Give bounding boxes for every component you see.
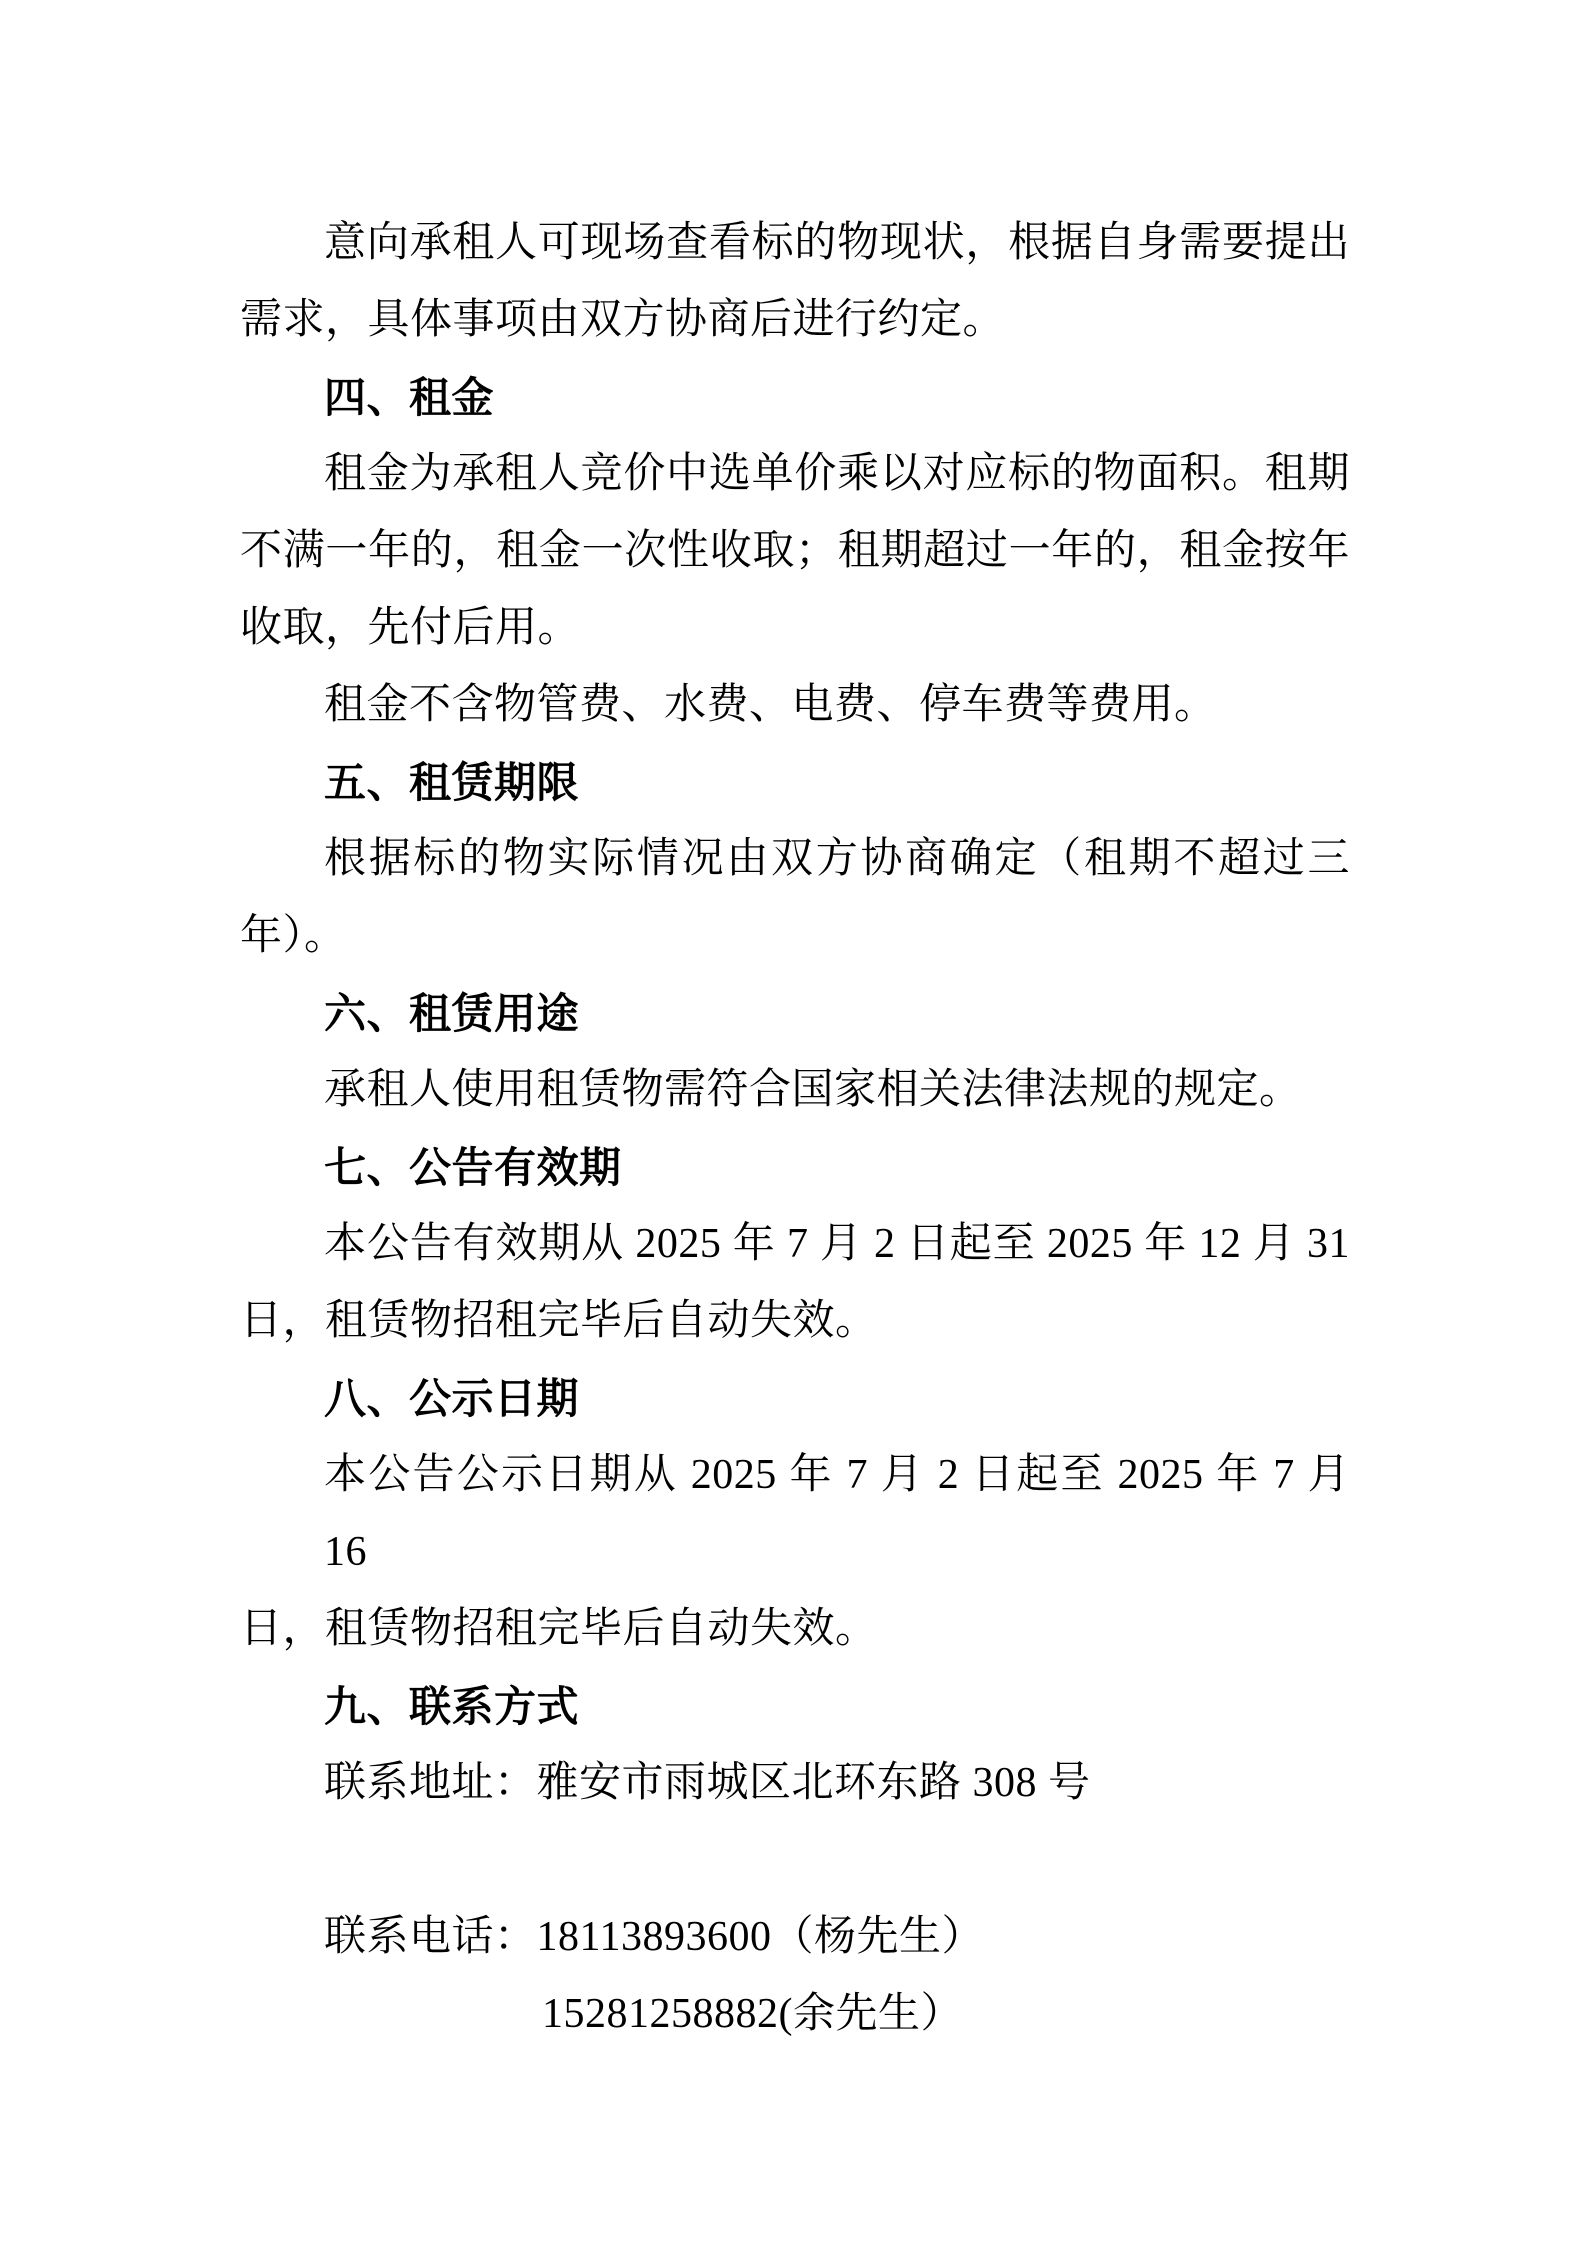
section-heading-validity: 七、公告有效期: [324, 1144, 622, 1191]
contact-phone-line-1: 联系电话：18113893600（杨先生）: [324, 1914, 984, 1960]
section-heading-contact: 九、联系方式: [324, 1683, 580, 1730]
rent-fees-line: 租金不含物管费、水费、电费、停车费等费用。: [324, 682, 1217, 728]
lease-term-line-2: 年）。: [240, 913, 347, 959]
intro-line-2: 需求，具体事项由双方协商后进行约定。: [240, 297, 1006, 343]
section-heading-lease-usage: 六、租赁用途: [324, 990, 580, 1037]
section-heading-publicity: 八、公示日期: [324, 1375, 580, 1422]
validity-line-2: 日，租赁物招租完毕后自动失效。: [240, 1298, 878, 1344]
publicity-line-2: 日，租赁物招租完毕后自动失效。: [240, 1606, 878, 1652]
section-heading-lease-term: 五、租赁期限: [324, 759, 580, 806]
publicity-line-1: 本公告公示日期从 2025 年 7 月 2 日起至 2025 年 7 月 16: [324, 1452, 1350, 1575]
lease-usage-line: 承租人使用租赁物需符合国家相关法律法规的规定。: [324, 1067, 1302, 1113]
document-body: [240, 205, 1350, 2053]
section-heading-rent: 四、租金: [324, 374, 495, 421]
rent-body-line-1: 租金为承租人竞价中选单价乘以对应标的物面积。租期: [324, 451, 1350, 497]
contact-phone-line-2: 15281258882(余先生）: [542, 1991, 963, 2037]
blank-line: [240, 1822, 1350, 1899]
rent-body-line-3: 收取，先付后用。: [240, 605, 581, 651]
lease-term-line-1: 根据标的物实际情况由双方协商确定（租期不超过三: [324, 836, 1350, 882]
intro-line-1: 意向承租人可现场查看标的物现状，根据自身需要提出: [324, 220, 1350, 266]
rent-body-line-2: 不满一年的，租金一次性收取；租期超过一年的，租金按年: [240, 528, 1350, 574]
contact-address-line: 联系地址：雅安市雨城区北环东路 308 号: [324, 1760, 1091, 1806]
validity-line-1: 本公告有效期从 2025 年 7 月 2 日起至 2025 年 12 月 31: [324, 1221, 1350, 1267]
